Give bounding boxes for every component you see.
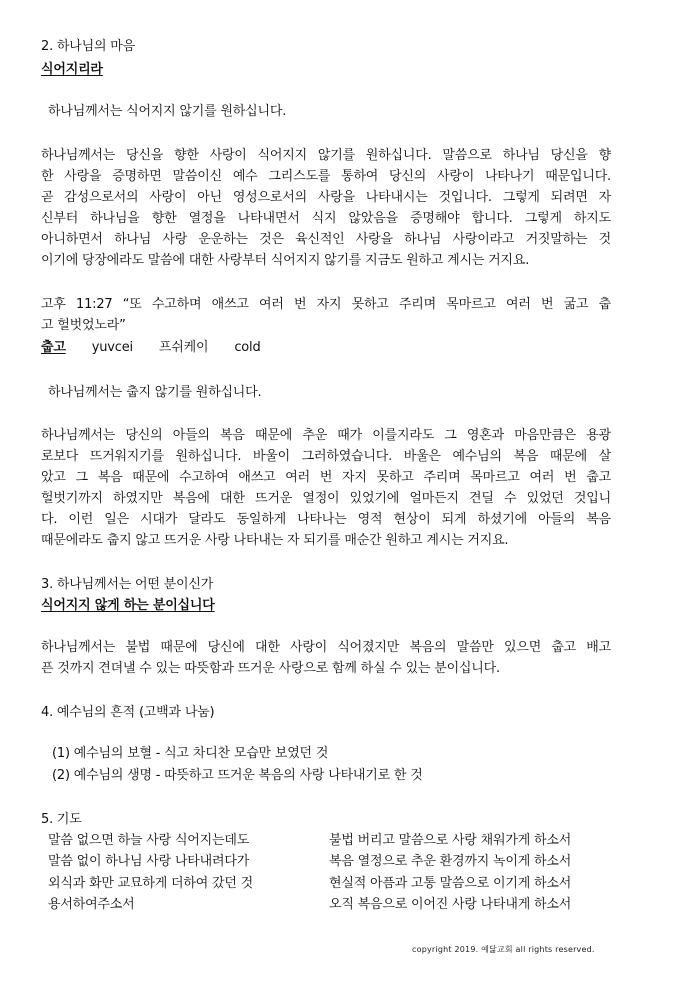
section-2-para-line: 아니하면서 하나님 사랑 운운하는 것은 육신적인 사랑을 하나님 사랑이라고 거짓말하는 것 — [41, 232, 611, 247]
prayer-right-line: 오직 복음으로 이어진 사랑 나타내게 하소서 — [329, 897, 572, 912]
verse-line: 고 헐벗었노라” — [41, 318, 126, 333]
word-study — [41, 340, 611, 356]
word-translit: yuvcei — [91, 340, 133, 355]
section-2-summary-2: 하나님께서는 춥지 않기를 원하십니다. — [48, 385, 262, 400]
section-2-para2-line: 때문에라도 춥지 않고 뜨거운 사랑 나타내는 자 되기를 매순간 원하고 계시는 거지요. — [41, 533, 509, 548]
section-2-heading: 2. 하나님의 마음 — [41, 39, 136, 54]
prayer-right-line: 복음 열정으로 추운 환경까지 녹이게 하소서 — [329, 854, 572, 869]
section-2-para-line: 하나님께서는 당신을 향한 사랑이 식어지지 않기를 원하십니다. 말씀으로 하나님 당신을 향 — [41, 148, 611, 163]
prayer-right-line: 현실적 아픔과 고통 말씀으로 이기게 하소서 — [329, 876, 572, 891]
word-meaning: cold — [234, 340, 261, 355]
section-2-para2-line: 로보다 뜨거워지기를 원하십니다. 바울이 그러하였습니다. 바울은 예수님의 복음 때문에 살 — [41, 449, 611, 464]
section-4-item: (1) 예수님의 보혈 - 식고 차디찬 모습만 보였던 것 — [52, 746, 329, 761]
section-2-para-line: 한 사랑을 증명하면 말씀이신 예수 그리스도를 통하여 당신의 사랑이 나타나기 때문입니다. — [41, 169, 611, 184]
section-5-heading: 5. 기도 — [41, 812, 82, 827]
section-4-item: (2) 예수님의 생명 - 따뜻하고 뜨거운 복음의 사랑 나타내기로 한 것 — [52, 768, 423, 783]
section-2-para-line: 신부터 하나님을 향한 열정을 나타내면서 식지 않았음을 증명해야 합니다. 그렇게 하지도 — [41, 211, 611, 226]
prayer-left-line: 말씀 없이 하나님 사랑 나타내려다가 — [48, 854, 250, 869]
prayer-left-line: 용서하여주소서 — [48, 897, 135, 912]
section-2-para2-line: 다. 이런 일은 시대가 달라도 동일하게 나타나는 영적 현상이 되게 하셨기에 아들의 복음 — [41, 512, 611, 527]
section-2-para2-line: 았고 그 복음 때문에 수고하여 애쓰고 여러 번 자지 못하고 주리며 목마르고 여러 번 춥고 — [41, 470, 611, 485]
section-3-subheading: 식어지지 않게 하는 분이십니다 — [41, 598, 215, 613]
prayer-right-line: 불법 버리고 말씀으로 사랑 채워가게 하소서 — [329, 833, 572, 848]
section-2-subheading: 식어지리라 — [41, 62, 103, 77]
section-2-para-line: 이기에 당장에라도 말씀에 대한 사랑부터 식어지지 않기를 지금도 원하고 계시는 거지요. — [41, 253, 530, 268]
prayer-left-line: 말씀 없으면 하늘 사랑 식어지는데도 — [48, 833, 250, 848]
verse-line: 고후 11:27 “또 수고하며 애쓰고 여러 번 자지 못하고 주리며 목마르고 여러 번 굶고 춥 — [41, 297, 611, 312]
word-korean: 춥고 — [41, 340, 66, 355]
section-2-summary: 하나님께서는 식어지지 않기를 원하십니다. — [48, 104, 287, 119]
section-3-para-line: 픈 것까지 견뎌낼 수 있는 따뜻함과 뜨거운 사랑으로 함께 하실 수 있는 분이십니다. — [41, 661, 500, 676]
word-pronunciation: 프쉬케이 — [158, 340, 209, 355]
section-2-para-line: 곧 감성으로서의 사랑이 아닌 영성으로서의 사랑을 나타내시는 것입니다. 그렇게 되려면 자 — [41, 190, 611, 205]
section-3-para-line: 하나님께서는 불법 때문에 당신에 대한 사랑이 식어졌지만 복음의 말씀만 있으면 춥고 배고 — [41, 640, 611, 655]
prayer-left-line: 외식과 화만 교묘하게 더하여 갔던 것 — [48, 876, 254, 891]
section-4-heading: 4. 예수님의 흔적 (고백과 나눔) — [41, 705, 215, 720]
section-2-para2-line: 하나님께서는 당신의 아들의 복음 때문에 추운 때가 이를지라도 그 영혼과 마음만큼은 용광 — [41, 428, 611, 443]
copyright-footer: copyright 2019. 예닮교회 all rights reserved. — [412, 945, 595, 954]
section-3-heading: 3. 하나님께서는 어떤 분이신가 — [41, 577, 214, 592]
section-2-para2-line: 헐벗기까지 하였지만 복음에 대한 뜨거운 열정이 있었기에 얼마든지 견딜 수 있었던 것입니 — [41, 491, 611, 506]
